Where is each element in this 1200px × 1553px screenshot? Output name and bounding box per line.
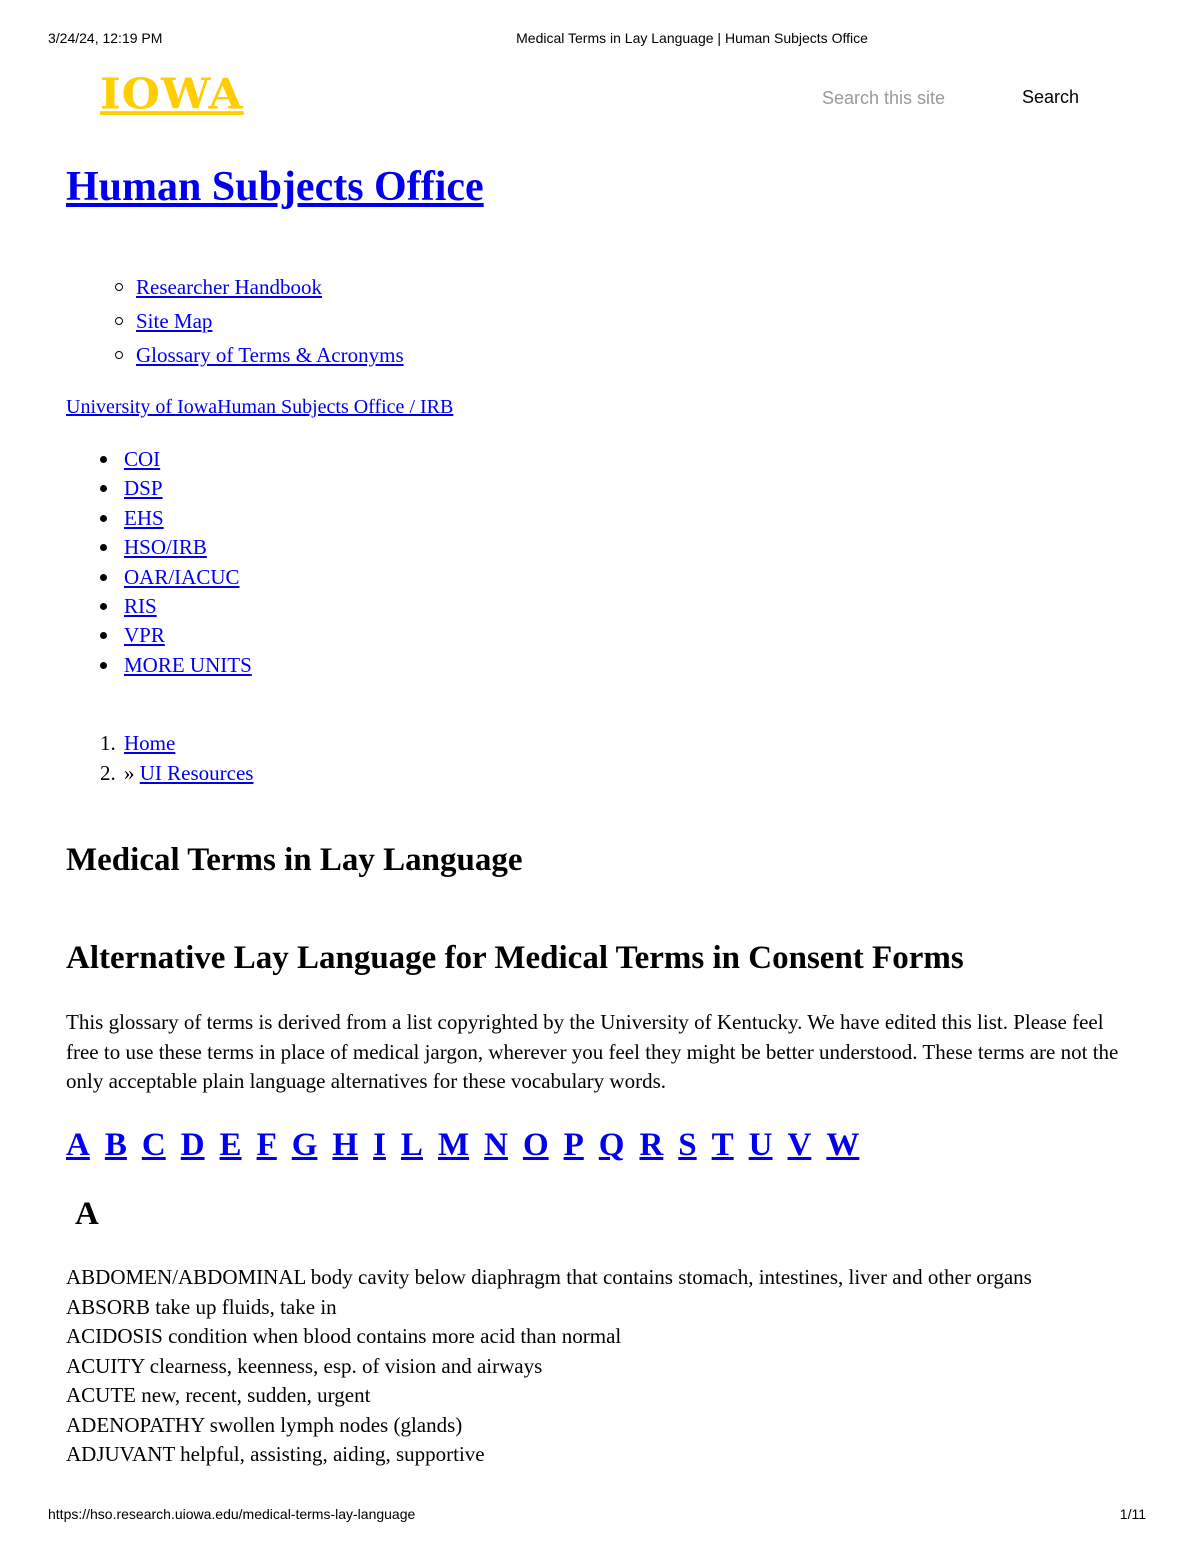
search-button[interactable]: Search <box>1016 82 1085 112</box>
alphabet-link-l[interactable]: L <box>400 1127 423 1163</box>
glossary-list <box>66 1263 1146 1470</box>
alphabet-nav <box>66 1122 859 1168</box>
units-menu-item <box>66 621 252 650</box>
breadcrumb-ui-resources-link[interactable]: UI Resources <box>139 761 254 785</box>
units-menu-item <box>66 651 252 680</box>
print-page-number: 1/11 <box>1119 1506 1146 1522</box>
breadcrumb-home-link[interactable]: Home <box>124 731 176 755</box>
utility-menu <box>66 270 404 372</box>
glossary-entry: ACIDOSIS condition when blood contains more acid than normal <box>66 1324 622 1348</box>
units-menu-item <box>66 504 252 533</box>
alphabet-link-p[interactable]: P <box>563 1127 584 1163</box>
alphabet-link-q[interactable]: Q <box>598 1127 625 1163</box>
glossary-entry: ACUITY clearness, keenness, esp. of vision and airways <box>66 1353 543 1378</box>
unit-link-hso-irb[interactable]: HSO/IRB <box>124 535 207 560</box>
alphabet-link-o[interactable]: O <box>522 1127 549 1163</box>
utility-menu-item <box>66 270 404 304</box>
breadcrumb-item <box>66 758 253 788</box>
alphabet-link-h[interactable]: H <box>332 1127 359 1163</box>
glossary-link[interactable]: Glossary of Terms & Acronyms <box>136 343 404 367</box>
utility-menu-item <box>66 304 404 338</box>
alphabet-link-a[interactable]: A <box>66 1127 90 1163</box>
breadcrumb-separator: » <box>124 761 140 785</box>
unit-link-more-units[interactable]: MORE UNITS <box>124 652 252 677</box>
iowa-logo[interactable]: IOWA <box>100 70 244 119</box>
utility-menu-item <box>66 338 404 372</box>
alphabet-link-e[interactable]: E <box>219 1127 242 1163</box>
glossary-entry: ABSORB take up fluids, take in <box>66 1294 337 1319</box>
letter-heading: A <box>75 1196 99 1232</box>
alphabet-link-f[interactable]: F <box>256 1127 277 1163</box>
print-datetime: 3/24/24, 12:19 PM <box>48 30 163 46</box>
site-title-link[interactable]: Human Subjects Office <box>66 164 484 210</box>
alphabet-link-n[interactable]: N <box>484 1127 508 1163</box>
units-menu-item <box>66 533 252 562</box>
glossary-entry: ADJUVANT helpful, assisting, aiding, supportive <box>66 1442 485 1466</box>
alphabet-link-c[interactable]: C <box>141 1127 166 1163</box>
units-menu-item <box>66 445 252 474</box>
unit-link-vpr[interactable]: VPR <box>124 623 165 648</box>
breadcrumb <box>66 728 253 788</box>
page-title: Medical Terms in Lay Language <box>66 842 523 878</box>
unit-link-ehs[interactable]: EHS <box>124 505 164 530</box>
alphabet-link-s[interactable]: S <box>678 1127 697 1163</box>
site-title <box>66 160 484 214</box>
print-footer <box>0 1506 1200 1526</box>
units-menu-item <box>66 592 252 621</box>
alphabet-link-m[interactable]: M <box>437 1127 470 1163</box>
units-menu <box>66 445 252 680</box>
print-doc-title: Medical Terms in Lay Language | Human Subjects Office <box>516 30 868 46</box>
unit-link-ris[interactable]: RIS <box>124 593 157 618</box>
search-input[interactable] <box>820 84 994 112</box>
breadcrumb-number: 1. <box>100 731 116 755</box>
print-url: https://hso.research.uiowa.edu/medical-terms-lay-language <box>48 1506 416 1522</box>
glossary-entry: ADENOPATHY swollen lymph nodes (glands) <box>66 1412 463 1437</box>
units-menu-item <box>66 563 252 592</box>
alphabet-link-g[interactable]: G <box>291 1127 318 1163</box>
breadcrumb-item <box>66 728 253 758</box>
unit-link-dsp[interactable]: DSP <box>124 476 163 501</box>
breadcrumb-number: 2. <box>100 761 116 785</box>
print-header <box>0 30 1200 50</box>
glossary-entry: ACUTE new, recent, sudden, urgent <box>66 1383 371 1407</box>
alphabet-link-d[interactable]: D <box>180 1127 205 1163</box>
section-title: Alternative Lay Language for Medical Terms in Consent Forms <box>66 940 964 976</box>
alphabet-link-t[interactable]: T <box>711 1127 734 1163</box>
alphabet-link-i[interactable]: I <box>373 1127 386 1163</box>
unit-link-oar-iacuc[interactable]: OAR/IACUC <box>124 564 240 589</box>
alphabet-link-u[interactable]: U <box>748 1127 773 1163</box>
unit-link-coi[interactable]: COI <box>124 447 161 471</box>
glossary-entry: ABDOMEN/ABDOMINAL body cavity below diaphragm that contains stomach, intestines, liver and other organs <box>66 1265 1032 1289</box>
alphabet-link-v[interactable]: V <box>787 1127 812 1163</box>
researcher-handbook-link[interactable]: Researcher Handbook <box>136 275 323 299</box>
units-menu-item <box>66 474 252 503</box>
intro-paragraph: This glossary of terms is derived from a list copyrighted by the University of Kentucky. We have edited this list. Please feel free to use these terms in place of medical jargon, wherever you feel they might be better understood. These terms are not the only acceptable plain language alternatives for these vocabulary words. <box>66 1010 1119 1093</box>
alphabet-link-w[interactable]: W <box>826 1127 860 1163</box>
alphabet-link-r[interactable]: R <box>639 1127 664 1163</box>
site-map-link[interactable]: Site Map <box>136 309 213 333</box>
alphabet-link-b[interactable]: B <box>104 1127 127 1163</box>
org-home-link[interactable]: University of IowaHuman Subjects Office / IRB <box>66 396 454 418</box>
